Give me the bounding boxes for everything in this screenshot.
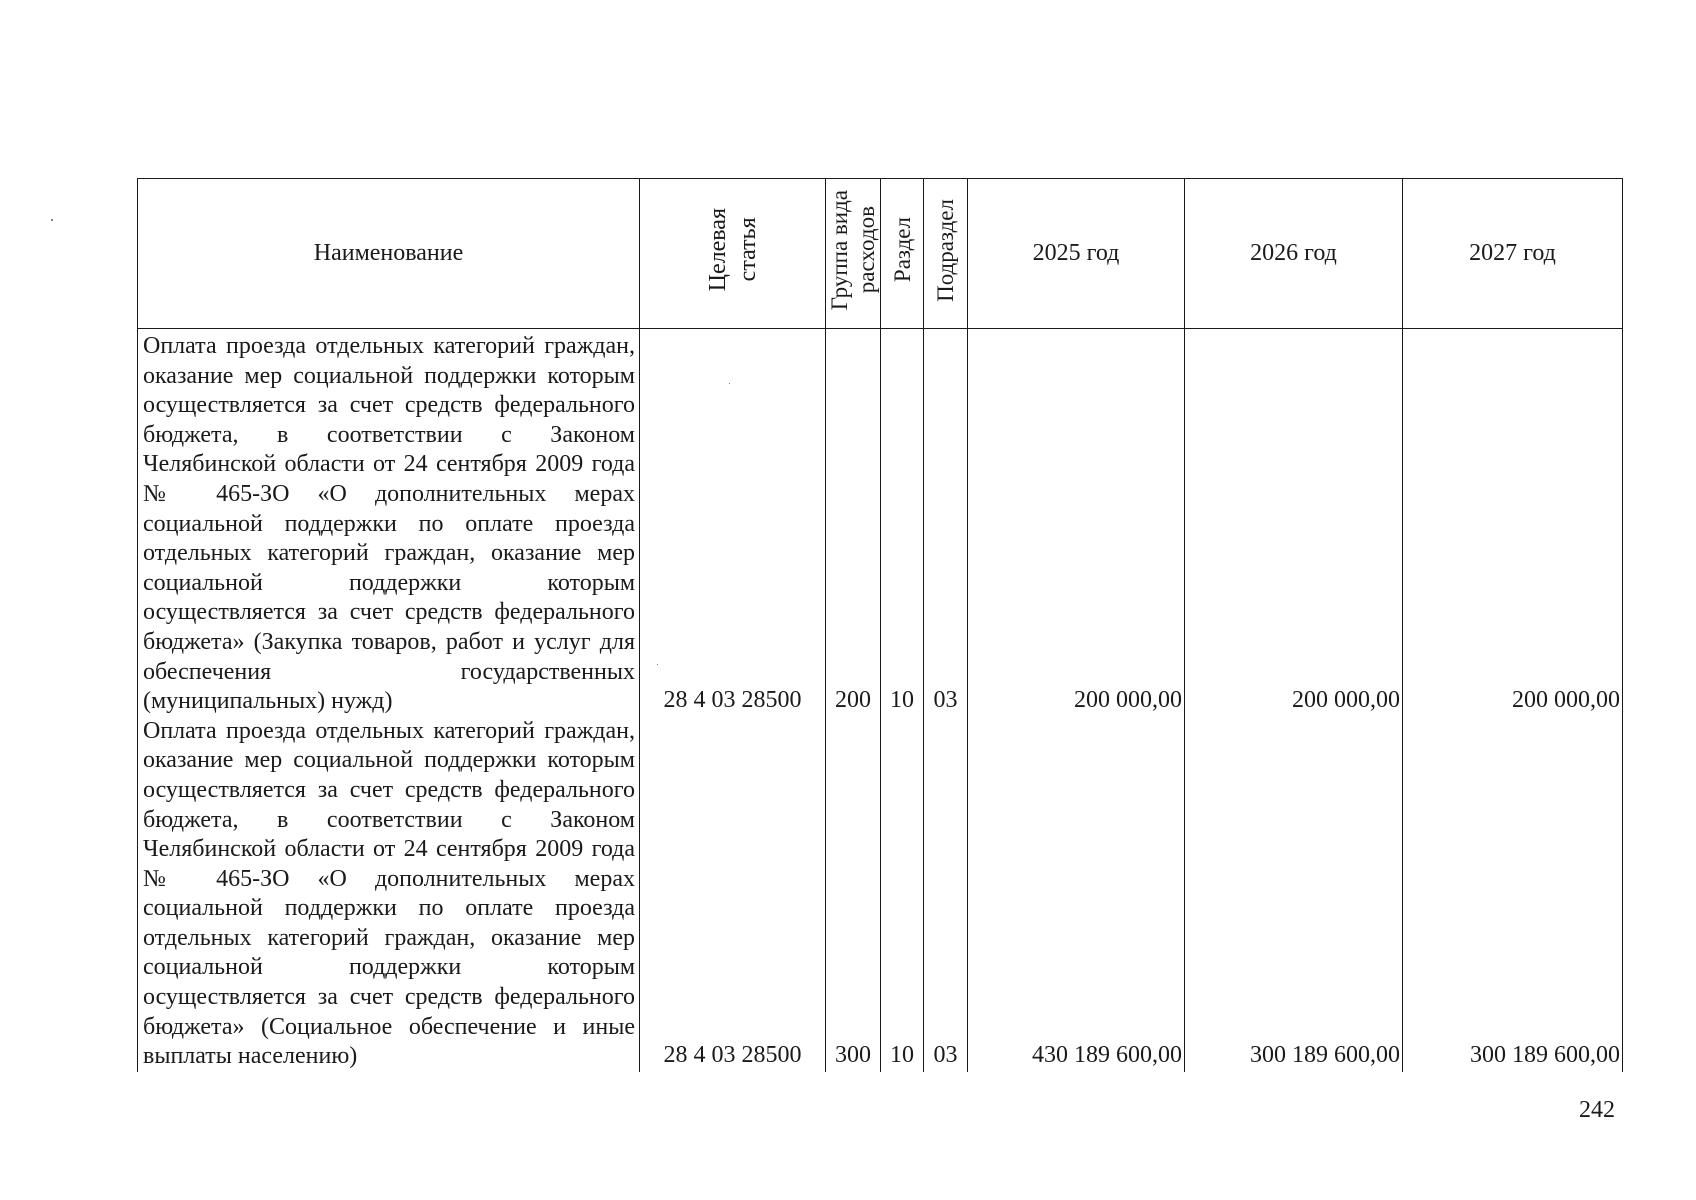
- row-subsection: 03: [924, 329, 968, 717]
- row-name: Оплата проезда отдельных категорий граждан, оказание мер социальной поддержки которым осуществляется за счет средств федерального бюджета, в соответствии с Законом Челябинской области от 24 сентября 2009 года № 465-ЗО «О дополнительных мерах социальной поддержки по оплате проезда отдельных категорий граждан, оказание мер социальной поддержки которым осуществляется за счет средств федерального бюджета» (Социальное обеспечение и иные выплаты населению): [138, 717, 640, 1072]
- header-subsection-label: Подраздел: [933, 198, 958, 302]
- header-target-article: [640, 179, 826, 329]
- row-name: Оплата проезда отдельных категорий граждан, оказание мер социальной поддержки которым осуществляется за счет средств федерального бюджета, в соответствии с Законом Челябинской области от 24 сентября 2009 года № 465-ЗО «О дополнительных мерах социальной поддержки по оплате проезда отдельных категорий граждан, оказание мер социальной поддержки которым осуществляется за счет средств федерального бюджета» (Закупка товаров, работ и услуг для обеспечения государственных (муниципальных) нужд): [138, 329, 640, 717]
- header-expense-group: [826, 179, 881, 329]
- row-amount-2025: 430 189 600,00: [968, 717, 1185, 1072]
- header-year-2026-label: 2026 год: [1250, 240, 1337, 266]
- header-year-2026: [1185, 179, 1403, 329]
- table-row: [138, 717, 1623, 1072]
- row-target-article: 28 4 03 28500: [640, 329, 826, 717]
- header-year-2025-label: 2025 год: [1032, 240, 1120, 266]
- row-section: 10: [881, 717, 924, 1072]
- row-subsection: 03: [924, 717, 968, 1072]
- row-amount-2026: 300 189 600,00: [1185, 717, 1403, 1072]
- header-name-label: Наименование: [313, 240, 464, 266]
- row-amount-2025: 200 000,00: [968, 329, 1185, 717]
- row-amount-2027: 200 000,00: [1403, 329, 1623, 717]
- header-section-label: Раздел: [889, 217, 915, 283]
- row-expense-group: 200: [826, 329, 881, 717]
- table-row: [138, 329, 1623, 717]
- header-year-2027: [1403, 179, 1623, 329]
- header-section: [881, 179, 924, 329]
- row-amount-2026: 200 000,00: [1185, 329, 1403, 717]
- header-name: [138, 179, 640, 329]
- budget-table: [137, 178, 1623, 1072]
- header-expense-group-label: Группа вида расходов: [827, 189, 879, 311]
- table-header-row: [138, 179, 1623, 329]
- header-target-article-label: Целевая статья: [704, 208, 761, 292]
- scan-speck: [51, 219, 53, 221]
- header-year-2027-label: 2027 год: [1469, 240, 1556, 266]
- row-section: 10: [881, 329, 924, 717]
- row-target-article: 28 4 03 28500: [640, 717, 826, 1072]
- row-amount-2027: 300 189 600,00: [1403, 717, 1623, 1072]
- page-number: 242: [1579, 1097, 1615, 1123]
- header-year-2025: [968, 179, 1185, 329]
- header-subsection: [924, 179, 968, 329]
- row-expense-group: 300: [826, 717, 881, 1072]
